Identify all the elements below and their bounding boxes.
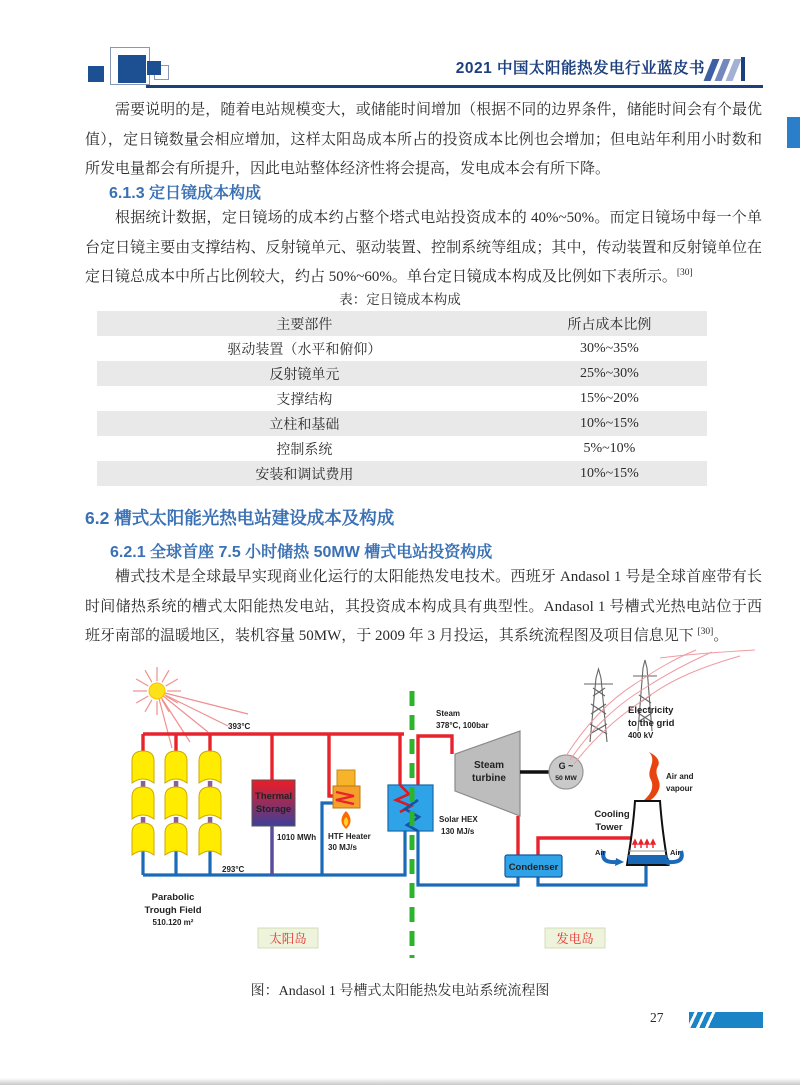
transmission-towers-icon (584, 660, 657, 742)
paragraph-3 (85, 563, 762, 652)
col-header-ratio: 所占成本比例 (567, 317, 652, 333)
figure-caption: 图：Andasol 1 号槽式太阳能热发电站系统流程图 (250, 984, 550, 999)
svg-text:510.120 m²: 510.120 m² (152, 918, 194, 927)
air-label-left: Air (595, 848, 606, 857)
svg-text:to the grid: to the grid (628, 718, 675, 729)
grid-label: Electricity (628, 705, 674, 716)
htf-heater-label: HTF Heater (328, 832, 371, 841)
reference-30: [30] (676, 268, 693, 278)
report-title: 2021 中国太阳能热发电行业蓝皮书 (455, 60, 705, 77)
page-number: 27 (650, 1010, 664, 1025)
steam-label: Steam (436, 709, 461, 718)
cooling-tower-label: Cooling (594, 809, 630, 820)
col-header-component: 主要部件 (276, 317, 333, 333)
table-row: 控制系统 5%~10% (276, 440, 636, 458)
hot-temp-label: 393°C (228, 722, 251, 731)
svg-text:太阳岛: 太阳岛 (269, 932, 307, 946)
heliostat-cost-table (97, 311, 707, 486)
svg-text:G ~: G ~ (558, 761, 574, 771)
paragraph-1: 需要说明的是，随着电站规模变大，或储能时间增加（根据不同的边界条件，储能时间会有个最优值），定日镜数量会相应增加，这样太阳岛成本所占的投资成本比例也会增加；但电站年利用小时数和所发电量都会有所提升，因此电站整体经济性将会提高，发电成本会有所下降。 (85, 102, 762, 177)
paragraph-3-tail: 。 (713, 628, 729, 644)
table-row: 支撑结构 15%~20% (276, 390, 639, 408)
table-title: 表：定日镜成本构成 (339, 292, 461, 307)
solar-hex-label: Solar HEX (439, 815, 478, 824)
thermal-storage-label: Thermal (255, 791, 292, 802)
htf-heater (333, 770, 360, 829)
table-row: 驱动装置（水平和俯仰） 30%~35% (227, 340, 639, 358)
sun-icon (133, 667, 248, 748)
page-edge-mark (787, 117, 800, 148)
condenser-box (505, 855, 562, 877)
svg-text:turbine: turbine (472, 773, 506, 784)
andasol-flow-diagram (100, 648, 760, 966)
storage-capacity-label: 1010 MWh (277, 833, 317, 842)
power-island-label (545, 928, 605, 948)
paragraph-2-text: 根据统计数据，定日镜场的成本约占整个塔式电站投资成本的 40%~50%。而定日镜场中每一个单台定日镜主要由支撑结构、反射镜单元、驱动装置、控制系统等组成；其中，传动装置和反射镜单位在定日镜总成本中所占比例较大，约占 50%~60%。单台定日镜成本构成及比例如下表所示。 (85, 210, 762, 285)
svg-text:Trough Field: Trough Field (144, 905, 202, 916)
generator (549, 755, 583, 789)
steam-turbine (455, 731, 520, 816)
svg-text:130 MJ/s: 130 MJ/s (441, 827, 475, 836)
svg-text:Steam: Steam (473, 760, 505, 771)
publisher-logo-icon (86, 44, 171, 89)
svg-text:发电岛: 发电岛 (556, 932, 594, 946)
page-bottom-edge (0, 1078, 800, 1085)
paragraph-3-text: 槽式技术是全球最早实现商业化运行的太阳能热发电技术。西班牙 Andasol 1 号是全球首座带有长时间储热系统的槽式太阳能热发电站，其投资成本构成具有典型性。Andasol 1 号槽式光热电站位于西班牙南部的温暖地区，装机容量 50MW，于 2009 年 3 月投运，其系统流程图及项目信息见下 (85, 569, 762, 644)
heading-6-1-3: 6.1.3 定日镜成本构成 (109, 185, 262, 202)
svg-text:Condenser: Condenser (508, 862, 559, 873)
header-slashes-icon (708, 57, 745, 81)
table-header-row (97, 311, 707, 336)
svg-text:50 MW: 50 MW (555, 775, 577, 782)
svg-text:vapour: vapour (666, 784, 693, 793)
heading-6-2: 6.2 槽式太阳能光热电站建设成本及构成 (85, 508, 395, 528)
table-row: 反射镜单元 25%~30% (97, 361, 707, 386)
paragraph-2 (85, 204, 762, 293)
table-row: 安装和调试费用 10%~15% (97, 461, 707, 486)
table-row: 立柱和基础 10%~15% (97, 411, 707, 436)
header-rule (146, 85, 763, 88)
air-label-right: Air (670, 848, 681, 857)
footer-bar-icon (689, 1012, 763, 1028)
solar-island-label (258, 928, 318, 948)
parabolic-trough-field (132, 751, 221, 855)
svg-text:400 kV: 400 kV (628, 731, 654, 740)
svg-text:30 MJ/s: 30 MJ/s (328, 843, 357, 852)
svg-text:Storage: Storage (255, 804, 292, 815)
vapour-plume-icon (639, 752, 660, 804)
cold-temp-label: 293°C (222, 865, 245, 874)
thermal-storage-box (252, 780, 295, 826)
reference-30: [30] (697, 627, 714, 637)
air-vapour-label: Air and (666, 772, 694, 781)
svg-text:Tower: Tower (595, 822, 623, 833)
trough-field-label: Parabolic (151, 892, 195, 903)
heading-6-2-1: 6.2.1 全球首座 7.5 小时储热 50MW 槽式电站投资构成 (110, 544, 493, 561)
svg-text:378°C, 100bar: 378°C, 100bar (436, 721, 489, 730)
